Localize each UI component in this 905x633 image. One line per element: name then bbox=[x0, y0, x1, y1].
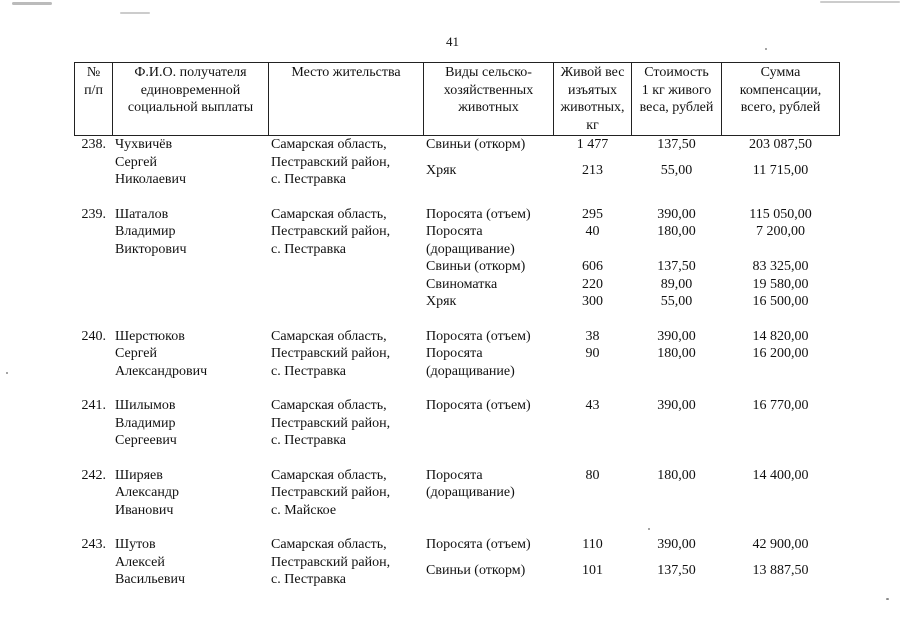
animal-type bbox=[424, 162, 554, 188]
cell-line: Самарская область, bbox=[271, 398, 387, 413]
live-weight-kg: 43 bbox=[585, 398, 600, 413]
total-compensation: 16 500,00 bbox=[752, 294, 809, 309]
column-header-name: Ф.И.О. получателя единовременной социальной выплаты bbox=[113, 63, 269, 136]
cell-line: Пестравский район, bbox=[271, 224, 391, 239]
cell-line: Пестравский район, bbox=[271, 415, 391, 431]
cell-line: Свиньи (откорм) bbox=[426, 137, 526, 152]
spacer-cell bbox=[554, 519, 632, 536]
spacer-cell bbox=[75, 189, 113, 206]
spacer-cell bbox=[269, 519, 424, 536]
cell-line: Владимир bbox=[115, 415, 176, 431]
entry-spacer bbox=[75, 450, 840, 467]
animal-type bbox=[424, 345, 554, 380]
cell-line: Ширяев bbox=[115, 467, 163, 483]
price-per-kg: 55,00 bbox=[660, 163, 693, 179]
total-compensation: 13 887,50 bbox=[752, 563, 809, 579]
entry-number: 241. bbox=[81, 398, 106, 413]
cell-line: Поросята bbox=[426, 346, 483, 361]
cell-line: Викторович bbox=[115, 241, 187, 257]
spacer-cell bbox=[269, 189, 424, 206]
cell-line: Сергей bbox=[115, 154, 157, 170]
cell-line: Пестравский район, bbox=[271, 346, 391, 361]
cell-line: Николаевич bbox=[115, 172, 187, 187]
scan-speck bbox=[765, 48, 767, 50]
cell-line: Шерстюков bbox=[115, 328, 185, 344]
cell-line: Александрович bbox=[115, 363, 208, 379]
entry-number: 239. bbox=[81, 206, 106, 222]
recipient-name bbox=[113, 467, 269, 520]
live-weight-kg: 220 bbox=[582, 276, 603, 292]
price-per-kg: 390,00 bbox=[657, 328, 696, 344]
table-row bbox=[75, 136, 840, 163]
price-per-kg: 89,00 bbox=[660, 276, 693, 292]
spacer-cell bbox=[424, 189, 554, 206]
column-header-residence: Место жительства bbox=[269, 63, 424, 136]
cell-line: Самарская область, bbox=[271, 467, 387, 483]
spacer-cell bbox=[632, 519, 722, 536]
cell-line: Алексей bbox=[115, 554, 165, 570]
spacer-cell bbox=[424, 311, 554, 328]
cell-line: Александр bbox=[115, 485, 179, 500]
scan-speck bbox=[648, 528, 650, 530]
residence-address bbox=[269, 397, 424, 450]
cell-line: с. Пестравка bbox=[271, 363, 347, 379]
page-number: 41 bbox=[446, 34, 459, 49]
column-header-number: № п/п bbox=[75, 63, 113, 136]
cell-line: с. Пестравка bbox=[271, 433, 347, 448]
table-row bbox=[75, 328, 840, 346]
total-compensation: 19 580,00 bbox=[752, 276, 809, 292]
live-weight-kg: 295 bbox=[582, 206, 603, 222]
cell-line: Иванович bbox=[115, 502, 174, 518]
cell-line: Пестравский район, bbox=[271, 154, 391, 170]
column-header-animal-type: Виды сельско- хозяйственных животных bbox=[424, 63, 554, 136]
animal-type bbox=[424, 293, 554, 311]
cell-line: с. Пестравка bbox=[271, 172, 347, 187]
entry-number: 243. bbox=[81, 537, 106, 552]
live-weight-kg: 213 bbox=[582, 163, 603, 179]
spacer-cell bbox=[424, 380, 554, 397]
table-row bbox=[75, 397, 840, 450]
live-weight-kg: 38 bbox=[585, 328, 600, 344]
price-per-kg: 137,50 bbox=[657, 563, 696, 579]
live-weight-kg: 110 bbox=[582, 537, 603, 552]
animal-type bbox=[424, 276, 554, 294]
animal-type bbox=[424, 467, 554, 520]
cell-line: (доращивание) bbox=[426, 241, 515, 257]
total-compensation: 203 087,50 bbox=[749, 137, 812, 152]
animal-type bbox=[424, 562, 554, 588]
spacer-cell bbox=[113, 189, 269, 206]
cell-line: Владимир bbox=[115, 224, 176, 239]
cell-line: Свиноматка bbox=[426, 276, 498, 292]
table-row bbox=[75, 206, 840, 224]
spacer-cell bbox=[269, 380, 424, 397]
recipient-name bbox=[113, 397, 269, 450]
entry-number: 240. bbox=[81, 328, 106, 344]
spacer-cell bbox=[632, 311, 722, 328]
cell-line: Хряк bbox=[426, 163, 457, 179]
price-per-kg: 390,00 bbox=[657, 537, 696, 552]
scan-speck bbox=[886, 598, 889, 600]
spacer-cell bbox=[113, 450, 269, 467]
entry-spacer bbox=[75, 380, 840, 397]
total-compensation: 16 770,00 bbox=[752, 398, 809, 413]
recipient-name bbox=[113, 136, 269, 189]
cell-line: (доращивание) bbox=[426, 363, 515, 379]
animal-type bbox=[424, 397, 554, 450]
total-compensation: 14 820,00 bbox=[752, 328, 809, 344]
spacer-cell bbox=[722, 189, 840, 206]
scan-speck bbox=[6, 372, 8, 374]
cell-line: Шутов bbox=[115, 537, 156, 552]
cell-line: Шаталов bbox=[115, 206, 169, 222]
residence-address bbox=[269, 328, 424, 381]
recipient-name bbox=[113, 206, 269, 311]
price-per-kg: 55,00 bbox=[660, 294, 693, 309]
total-compensation: 7 200,00 bbox=[756, 224, 805, 239]
spacer-cell bbox=[722, 519, 840, 536]
spacer-cell bbox=[722, 450, 840, 467]
residence-address bbox=[269, 206, 424, 311]
price-per-kg: 180,00 bbox=[657, 224, 696, 239]
residence-address bbox=[269, 536, 424, 589]
cell-line: с. Пестравка bbox=[271, 241, 347, 257]
spacer-cell bbox=[632, 380, 722, 397]
spacer-cell bbox=[113, 311, 269, 328]
cell-line: Чухвичёв bbox=[115, 137, 173, 152]
spacer-cell bbox=[722, 311, 840, 328]
entry-number: 242. bbox=[81, 467, 106, 483]
spacer-cell bbox=[113, 380, 269, 397]
cell-line: Пестравский район, bbox=[271, 485, 391, 500]
cell-line: Васильевич bbox=[115, 572, 185, 587]
spacer-cell bbox=[632, 189, 722, 206]
animal-type bbox=[424, 136, 554, 163]
cell-line: Поросята bbox=[426, 224, 483, 239]
total-compensation: 83 325,00 bbox=[752, 259, 809, 274]
residence-address bbox=[269, 136, 424, 189]
spacer-cell bbox=[554, 380, 632, 397]
cell-line: Поросята (отъем) bbox=[426, 398, 531, 413]
cell-line: Шилымов bbox=[115, 398, 176, 413]
spacer-cell bbox=[424, 519, 554, 536]
scan-speck bbox=[12, 2, 52, 5]
spacer-cell bbox=[269, 311, 424, 328]
scan-speck bbox=[120, 12, 150, 14]
cell-line: Поросята (отъем) bbox=[426, 206, 531, 222]
animal-type bbox=[424, 206, 554, 224]
spacer-cell bbox=[75, 380, 113, 397]
cell-line: Самарская область, bbox=[271, 206, 387, 222]
table-body bbox=[75, 136, 840, 589]
entry-spacer bbox=[75, 311, 840, 328]
cell-line: Поросята bbox=[426, 467, 483, 483]
cell-line: Самарская область, bbox=[271, 537, 387, 552]
live-weight-kg: 1 477 bbox=[576, 137, 609, 152]
total-compensation: 115 050,00 bbox=[749, 206, 812, 222]
live-weight-kg: 90 bbox=[585, 346, 600, 361]
spacer-cell bbox=[722, 380, 840, 397]
cell-line: Сергеевич bbox=[115, 433, 177, 448]
price-per-kg: 390,00 bbox=[657, 206, 696, 222]
cell-line: с. Майское bbox=[271, 502, 337, 518]
column-header-live-weight: Живой вес изъятых животных, кг bbox=[554, 63, 632, 136]
compensation-table bbox=[74, 62, 840, 589]
live-weight-kg: 40 bbox=[585, 224, 600, 239]
recipient-name bbox=[113, 328, 269, 381]
animal-type bbox=[424, 223, 554, 258]
entry-spacer bbox=[75, 519, 840, 536]
total-compensation: 11 715,00 bbox=[752, 163, 809, 179]
cell-line: Хряк bbox=[426, 294, 457, 309]
cell-line: Свиньи (откорм) bbox=[426, 563, 526, 579]
entry-number: 238. bbox=[81, 137, 106, 152]
price-per-kg: 137,50 bbox=[657, 259, 696, 274]
spacer-cell bbox=[75, 311, 113, 328]
total-compensation: 16 200,00 bbox=[752, 346, 809, 361]
animal-type bbox=[424, 536, 554, 562]
spacer-cell bbox=[75, 519, 113, 536]
cell-line: Поросята (отъем) bbox=[426, 328, 531, 344]
price-per-kg: 180,00 bbox=[657, 467, 696, 483]
cell-line: (доращивание) bbox=[426, 485, 515, 500]
entry-spacer bbox=[75, 189, 840, 206]
cell-line: Свиньи (откорм) bbox=[426, 259, 526, 274]
cell-line: Самарская область, bbox=[271, 328, 387, 344]
column-header-price-per-kg: Стоимость 1 кг живого веса, рублей bbox=[632, 63, 722, 136]
spacer-cell bbox=[75, 450, 113, 467]
cell-line: Сергей bbox=[115, 346, 157, 361]
price-per-kg: 137,50 bbox=[657, 137, 696, 152]
cell-line: Самарская область, bbox=[271, 137, 387, 152]
spacer-cell bbox=[632, 450, 722, 467]
table-header-row bbox=[75, 63, 840, 136]
live-weight-kg: 606 bbox=[582, 259, 603, 274]
spacer-cell bbox=[554, 189, 632, 206]
live-weight-kg: 300 bbox=[582, 294, 603, 309]
table-row bbox=[75, 467, 840, 520]
spacer-cell bbox=[424, 450, 554, 467]
spacer-cell bbox=[113, 519, 269, 536]
spacer-cell bbox=[269, 450, 424, 467]
live-weight-kg: 101 bbox=[582, 563, 603, 579]
residence-address bbox=[269, 467, 424, 520]
cell-line: Поросята (отъем) bbox=[426, 537, 531, 552]
total-compensation: 14 400,00 bbox=[752, 467, 809, 483]
total-compensation: 42 900,00 bbox=[752, 537, 809, 552]
cell-line: Пестравский район, bbox=[271, 554, 391, 570]
column-header-total-compensation: Сумма компенсации, всего, рублей bbox=[722, 63, 840, 136]
price-per-kg: 390,00 bbox=[657, 398, 696, 413]
live-weight-kg: 80 bbox=[585, 467, 600, 483]
table-row bbox=[75, 536, 840, 562]
scan-speck bbox=[820, 1, 900, 3]
animal-type bbox=[424, 328, 554, 346]
spacer-cell bbox=[554, 311, 632, 328]
cell-line: с. Пестравка bbox=[271, 572, 347, 587]
price-per-kg: 180,00 bbox=[657, 346, 696, 361]
spacer-cell bbox=[554, 450, 632, 467]
animal-type bbox=[424, 258, 554, 276]
recipient-name bbox=[113, 536, 269, 589]
